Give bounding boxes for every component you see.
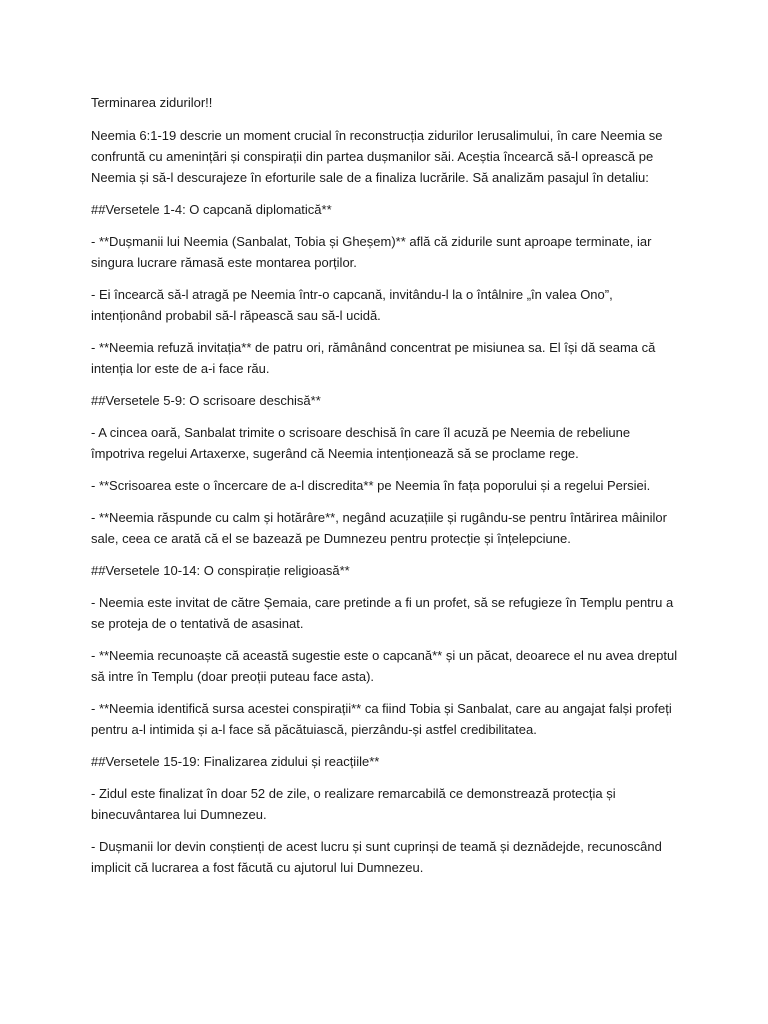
section-heading: ##Versetele 1-4: O capcană diplomatică** — [91, 202, 332, 217]
section-heading: ##Versetele 5-9: O scrisoare deschisă** — [91, 393, 321, 408]
paragraph: - Dușmanii lor devin conștienți de acest lucru și sunt cuprinși de teamă și deznădejde, recunoscând implicit că lucrarea a fost făcută cu ajutorul lui Dumnezeu. — [91, 839, 662, 875]
document-body — [91, 92, 681, 889]
paragraph: - Zidul este finalizat în doar 52 de zile, o realizare remarcabilă ce demonstrează protecția și binecuvântarea lui Dumnezeu. — [91, 786, 616, 822]
section-heading: ##Versetele 15-19: Finalizarea zidului și reacțiile** — [91, 754, 380, 769]
document-title: Terminarea zidurilor!! — [91, 95, 213, 110]
paragraph: - Ei încearcă să-l atragă pe Neemia într-o capcană, invitându-l la o întâlnire „în valea Ono”, intenționând probabil să-l răpească sau să-l ucidă. — [91, 287, 613, 323]
paragraph: - **Neemia refuză invitația** de patru ori, rămânând concentrat pe misiunea sa. El își dă seama că intenția lor este de a-i face rău. — [91, 340, 656, 376]
paragraph: - Neemia este invitat de către Șemaia, care pretinde a fi un profet, să se refugieze în Templu pentru a se proteja de o tentativă de asasinat. — [91, 595, 674, 631]
paragraph: - A cincea oară, Sanbalat trimite o scrisoare deschisă în care îl acuză pe Neemia de rebeliune împotriva regelui Artaxerxe, sugerând că Neemia intenționează să se proclame rege. — [91, 425, 631, 461]
paragraph: - **Neemia recunoaște că această sugestie este o capcană** și un păcat, deoarece el nu avea dreptul să intre în Templu (doar preoții puteau face asta). — [91, 648, 678, 684]
paragraph: - **Scrisoarea este o încercare de a-l discredita** pe Neemia în fața poporului și a regelui Persiei. — [91, 478, 651, 493]
section-heading: ##Versetele 10-14: O conspirație religioasă** — [91, 563, 350, 578]
paragraph: - **Neemia identifică sursa acestei conspirații** ca fiind Tobia și Sanbalat, care au angajat falși profeți pentru a-l intimida și a-l face să păcătuiască, pierzându-și astfel credibilitatea. — [91, 701, 672, 737]
paragraph: - **Neemia răspunde cu calm și hotărâre**, negând acuzațiile și rugându-se pentru întărirea mâinilor sale, ceea ce arată că el se bazează pe Dumnezeu pentru protecție și înțelepciune. — [91, 510, 667, 546]
intro-paragraph: Neemia 6:1-19 descrie un moment crucial în reconstrucția zidurilor Ierusalimului, în care Neemia se confruntă cu amenințări și conspirații din partea dușmanilor săi. Aceștia încearcă să-l oprească pe Neemia și să-l descurajeze în eforturile sale de a finaliza lucrările. Să analizăm pasajul în detaliu: — [91, 128, 663, 185]
paragraph: - **Dușmanii lui Neemia (Sanbalat, Tobia și Gheșem)** află că zidurile sunt aproape terminate, iar singura lucrare rămasă este montarea porților. — [91, 234, 652, 270]
